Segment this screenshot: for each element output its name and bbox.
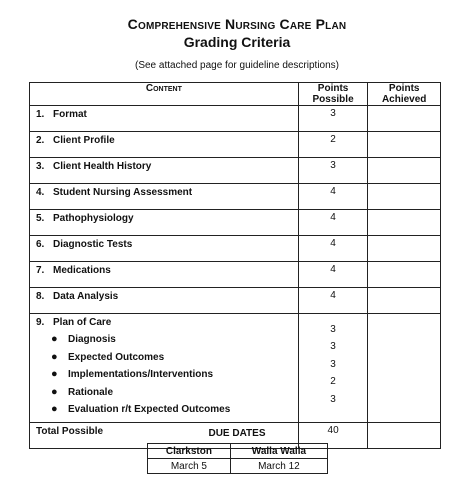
total-points-cell: 40 — [298, 422, 368, 448]
sub-criterion-label: Rationale — [68, 386, 114, 398]
points-possible-cell: 3 — [298, 158, 368, 184]
sub-points-value: 3 — [330, 341, 336, 353]
location-clarkston: Clarkston — [148, 444, 231, 459]
points-possible-cell: 3 — [298, 106, 368, 132]
criterion-number: 9. — [36, 317, 45, 328]
criterion-number: 4. — [36, 187, 45, 198]
criterion-label: Plan of Care — [53, 317, 112, 328]
sub-points-value: 3 — [330, 393, 336, 405]
sub-points-value: 2 — [330, 376, 336, 388]
points-possible-cell — [298, 314, 368, 423]
sub-points-list — [299, 324, 368, 411]
criterion-cell — [30, 184, 299, 210]
list-item — [48, 387, 298, 405]
criterion-number: 8. — [36, 291, 45, 302]
document-title: Comprehensive Nursing Care Plan — [127, 16, 347, 32]
table-row-plan-of-care — [30, 314, 441, 423]
criterion-label: Pathophysiology — [53, 213, 134, 224]
table-row — [30, 262, 441, 288]
table-header-row — [30, 83, 441, 106]
total-label: Total Possible — [30, 422, 299, 448]
criterion-cell — [30, 158, 299, 184]
grading-criteria-table — [29, 82, 441, 449]
bullet-icon: ● — [51, 333, 58, 345]
due-dates-header-row — [148, 444, 328, 459]
plan-of-care-list — [36, 334, 298, 422]
criterion-number: 1. — [36, 109, 45, 120]
criterion-number: 2. — [36, 135, 45, 146]
guideline-note: (See attached page for guideline descriptions) — [134, 60, 340, 71]
points-achieved-cell[interactable] — [368, 262, 441, 288]
criterion-cell — [30, 314, 299, 423]
points-possible-cell: 4 — [298, 262, 368, 288]
points-possible-cell: 2 — [298, 132, 368, 158]
points-achieved-cell[interactable] — [368, 184, 441, 210]
criterion-label: Medications — [53, 265, 111, 276]
sub-points-value: 3 — [330, 324, 336, 335]
criterion-label: Student Nursing Assessment — [53, 187, 193, 198]
criterion-cell — [30, 288, 299, 314]
sub-criterion-label: Diagnosis — [68, 334, 116, 345]
criterion-cell — [30, 132, 299, 158]
bullet-icon: ● — [51, 368, 58, 380]
points-achieved-cell[interactable] — [368, 132, 441, 158]
criterion-number: 7. — [36, 265, 45, 276]
criterion-number: 3. — [36, 161, 45, 172]
criterion-cell — [30, 210, 299, 236]
due-dates-table — [147, 443, 328, 474]
sub-criterion-label: Evaluation r/t Expected Outcomes — [68, 404, 231, 415]
table-row — [30, 106, 441, 132]
sub-criterion-label: Implementations/Interventions — [68, 369, 214, 380]
points-achieved-cell[interactable] — [368, 314, 441, 423]
bullet-icon: ● — [51, 385, 58, 398]
points-achieved-cell[interactable] — [368, 106, 441, 132]
table-row — [30, 236, 441, 262]
criterion-cell — [30, 262, 299, 288]
list-item — [48, 352, 298, 370]
criterion-number: 5. — [36, 213, 45, 224]
criterion-number: 6. — [36, 239, 45, 250]
criterion-label: Format — [53, 109, 87, 120]
sub-points-value: 3 — [330, 358, 336, 370]
table-row — [30, 210, 441, 236]
criterion-label: Data Analysis — [53, 291, 119, 302]
points-achieved-cell[interactable] — [368, 236, 441, 262]
column-header-content: Content — [30, 83, 299, 106]
bullet-icon: ● — [51, 403, 58, 415]
points-achieved-cell[interactable] — [368, 210, 441, 236]
points-possible-cell: 4 — [298, 184, 368, 210]
criterion-cell — [30, 106, 299, 132]
sub-criterion-label: Expected Outcomes — [68, 351, 165, 363]
due-date-clarkston: March 5 — [148, 459, 231, 474]
criterion-label: Client Health History — [53, 161, 152, 172]
table-row — [30, 288, 441, 314]
column-header-points-achieved: Points Achieved — [368, 83, 441, 106]
criterion-cell — [30, 236, 299, 262]
list-item — [48, 404, 298, 422]
criterion-label: Diagnostic Tests — [53, 239, 133, 250]
due-dates-row — [148, 459, 328, 474]
table-row — [30, 158, 441, 184]
list-item — [48, 334, 298, 352]
table-row — [30, 132, 441, 158]
table-row — [30, 184, 441, 210]
points-possible-cell: 4 — [298, 210, 368, 236]
points-achieved-cell[interactable] — [368, 288, 441, 314]
column-header-points-possible: Points Possible — [298, 83, 368, 106]
due-dates-title: DUE DATES — [208, 428, 266, 439]
bullet-icon: ● — [51, 350, 58, 363]
points-possible-cell: 4 — [298, 288, 368, 314]
location-walla-walla: Walla Walla — [230, 444, 327, 459]
list-item — [48, 369, 298, 387]
document-subtitle: Grading Criteria — [183, 34, 291, 50]
points-achieved-cell[interactable] — [368, 158, 441, 184]
due-date-walla-walla: March 12 — [230, 459, 327, 474]
criterion-label: Client Profile — [53, 135, 115, 146]
points-possible-cell: 4 — [298, 236, 368, 262]
